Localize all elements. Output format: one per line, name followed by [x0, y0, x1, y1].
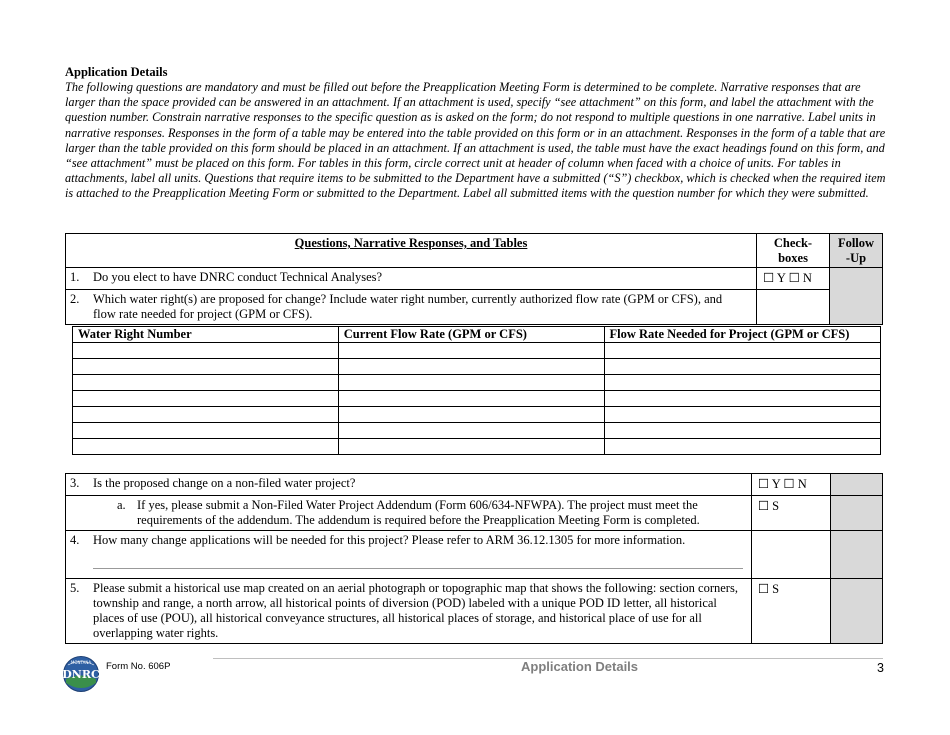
question-3-number: 3.	[70, 476, 80, 490]
question-3a-followup	[830, 496, 882, 531]
question-1-number: 1.	[70, 270, 80, 284]
table-row	[73, 407, 881, 423]
form-number: Form No. 606P	[106, 661, 171, 672]
wr-cell[interactable]	[338, 359, 604, 375]
wr-cell[interactable]	[338, 407, 604, 423]
logo-arc-text: MONTANA	[70, 660, 92, 665]
question-3a-text: If yes, please submit a Non-Filed Water Project Addendum (Form 606/634-NFWPA). The project must meet the requirements of the addendum. The addendum is required before the Preapplication Meeting Form is completed.	[137, 498, 700, 527]
question-4	[66, 531, 752, 579]
question-2-text: Which water right(s) are proposed for change? Include water right number, currently authorized flow rate (GPM or CFS), and flow rate needed for project (GPM or CFS).	[93, 292, 723, 321]
dnrc-logo	[62, 655, 100, 693]
wr-cell[interactable]	[73, 423, 339, 439]
question-5-checkbox[interactable]: ☐ S	[751, 579, 830, 644]
question-2-number: 2.	[70, 292, 80, 306]
wr-cell[interactable]	[604, 359, 880, 375]
question-5-number: 5.	[70, 581, 80, 595]
question-4-answer-line[interactable]	[93, 554, 743, 569]
wr-cell[interactable]	[338, 439, 604, 455]
header-checkboxes	[757, 234, 830, 268]
section-title: Application Details	[65, 65, 168, 79]
table-row	[73, 439, 881, 455]
table-row	[73, 359, 881, 375]
header-followup	[830, 234, 883, 268]
wr-cell[interactable]	[338, 423, 604, 439]
wr-cell[interactable]	[604, 391, 880, 407]
questions-table-top	[65, 233, 883, 325]
wr-cell[interactable]	[338, 375, 604, 391]
question-4-text: How many change applications will be needed for this project? Please refer to ARM 36.12.1305 for more information.	[93, 533, 686, 547]
wr-cell[interactable]	[73, 359, 339, 375]
wr-cell[interactable]	[73, 391, 339, 407]
question-1-2-followup	[830, 268, 883, 325]
header-checkboxes-label: Check-boxes	[773, 236, 813, 265]
question-5-text: Please submit a historical use map created on an aerial photograph or topographic map that shows the following: section corners, township and range, a north arrow, all historical points of diversion (POD) labeled with a unique POD ID letter, all historical places of use (POU), all historical conveyance structures, all historical places of storage, and historical place of use for all overlapping water rights.	[93, 581, 738, 640]
question-3a	[66, 496, 752, 531]
question-1	[66, 268, 757, 290]
wr-cell[interactable]	[73, 439, 339, 455]
header-followup-label: Follow -Up	[837, 236, 875, 265]
question-5-followup	[830, 579, 882, 644]
wr-cell[interactable]	[338, 391, 604, 407]
water-rights-table	[72, 326, 881, 455]
wr-cell[interactable]	[604, 375, 880, 391]
question-3-followup	[830, 474, 882, 496]
wr-cell[interactable]	[604, 423, 880, 439]
question-4-number: 4.	[70, 533, 80, 547]
wr-cell[interactable]	[338, 343, 604, 359]
page-number: 3	[877, 661, 884, 675]
logo-text: DNRC	[62, 668, 100, 681]
question-2	[66, 290, 757, 325]
wr-header-current-flow: Current Flow Rate (GPM or CFS)	[338, 327, 604, 343]
wr-cell[interactable]	[73, 407, 339, 423]
question-3-checkbox[interactable]: ☐ Y ☐ N	[751, 474, 830, 496]
wr-header-number: Water Right Number	[73, 327, 339, 343]
question-3-text: Is the proposed change on a non-filed water project?	[93, 476, 356, 490]
table-row	[73, 343, 881, 359]
question-3	[66, 474, 752, 496]
question-1-checkbox[interactable]: ☐ Y ☐ N	[757, 268, 830, 290]
table-row	[73, 375, 881, 391]
wr-cell[interactable]	[604, 407, 880, 423]
footer-title: Application Details	[521, 659, 639, 674]
wr-cell[interactable]	[604, 439, 880, 455]
wr-cell[interactable]	[73, 375, 339, 391]
table-row	[73, 391, 881, 407]
section-intro: The following questions are mandatory and must be filled out before the Preapplication Meeting Form is determined to be complete. Narrative responses that are larger than the space provided can be answered in an attachment. If an attachment is used, specify “see attachment” on this form, and label the attachment with the question number. Constrain narrative responses to the specific question as is asked on the form; do not respond to multiple questions in one narrative. Label units in narrative responses. Responses in the form of a table may be entered into the table provided on this form or in an attachment. Responses in the form of a table that are larger than the table provided on this form should be placed in an attachment. If an attachment is used, the table must have the exact headings found on this form, and “see attachment” must be placed on this form. For tables in this form, circle correct unit at header of column when faced with a choice of units. For tables in attachments, label all units. Questions that require items to be submitted to the Department have a submitted (“S”) checkbox, which is checked when the required item is attached to the Preapplication Meeting Form or submitted to the Department. Label all submitted items with the question number for which they were submitted.	[65, 80, 886, 201]
header-questions: Questions, Narrative Responses, and Tables	[66, 234, 757, 268]
question-5	[66, 579, 752, 644]
question-2-checkbox-cell	[757, 290, 830, 325]
question-3a-checkbox[interactable]: ☐ S	[751, 496, 830, 531]
question-3a-letter: a.	[117, 498, 126, 512]
questions-table-bottom	[65, 473, 883, 644]
question-4-checkbox-cell	[751, 531, 830, 579]
wr-cell[interactable]	[73, 343, 339, 359]
wr-header-needed-flow: Flow Rate Needed for Project (GPM or CFS)	[604, 327, 880, 343]
question-1-text: Do you elect to have DNRC conduct Technical Analyses?	[93, 270, 383, 284]
wr-cell[interactable]	[604, 343, 880, 359]
table-row	[73, 423, 881, 439]
question-4-followup	[830, 531, 882, 579]
